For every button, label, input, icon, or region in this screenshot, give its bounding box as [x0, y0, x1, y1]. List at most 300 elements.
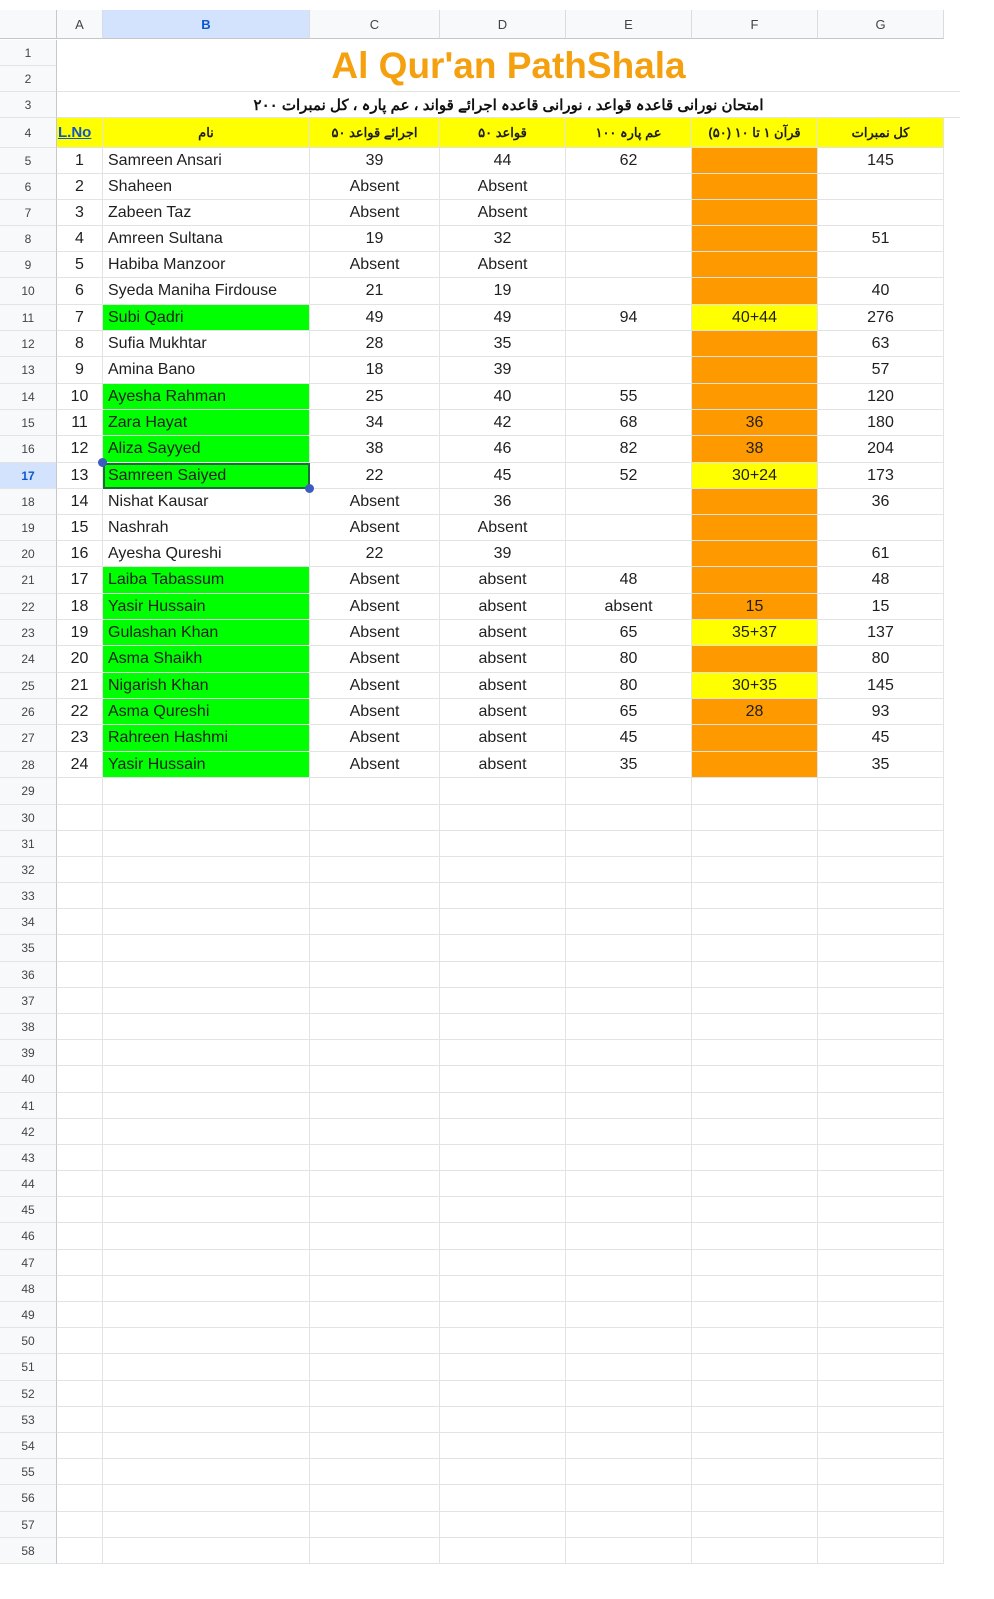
- cell-g29[interactable]: [818, 778, 944, 805]
- cell-b40[interactable]: [103, 1066, 310, 1093]
- row-header-26[interactable]: 26: [0, 699, 57, 725]
- cell-g19[interactable]: [818, 515, 944, 541]
- cell-b38[interactable]: [103, 1014, 310, 1040]
- row-header-1[interactable]: 1: [0, 40, 57, 66]
- cell-f29[interactable]: [692, 778, 818, 805]
- cell-d55[interactable]: [440, 1459, 566, 1485]
- cell-g31[interactable]: [818, 831, 944, 857]
- cell-b55[interactable]: [103, 1459, 310, 1485]
- cell-b49[interactable]: [103, 1302, 310, 1328]
- cell-b39[interactable]: [103, 1040, 310, 1066]
- cell-g28[interactable]: 35: [818, 752, 944, 778]
- cell-e6[interactable]: [566, 174, 692, 200]
- cell-a21[interactable]: 17: [57, 567, 103, 594]
- cell-c8[interactable]: 19: [310, 226, 440, 252]
- row-header-10[interactable]: 10: [0, 278, 57, 305]
- cell-f40[interactable]: [692, 1066, 818, 1093]
- cell-a52[interactable]: [57, 1381, 103, 1407]
- cell-e53[interactable]: [566, 1407, 692, 1433]
- cell-d39[interactable]: [440, 1040, 566, 1066]
- cell-f18[interactable]: [692, 489, 818, 515]
- cell-a46[interactable]: [57, 1223, 103, 1250]
- cell-b36[interactable]: [103, 962, 310, 988]
- cell-b32[interactable]: [103, 857, 310, 883]
- cell-d33[interactable]: [440, 883, 566, 909]
- row-header-48[interactable]: 48: [0, 1276, 57, 1302]
- cell-e36[interactable]: [566, 962, 692, 988]
- row-header-38[interactable]: 38: [0, 1014, 57, 1040]
- row-header-52[interactable]: 52: [0, 1381, 57, 1407]
- cell-a11[interactable]: 7: [57, 305, 103, 331]
- row-header-30[interactable]: 30: [0, 805, 57, 831]
- cell-c6[interactable]: Absent: [310, 174, 440, 200]
- cell-a48[interactable]: [57, 1276, 103, 1302]
- cell-b41[interactable]: [103, 1093, 310, 1119]
- row-header-2[interactable]: 2: [0, 66, 57, 92]
- cell-a50[interactable]: [57, 1328, 103, 1354]
- cell-b31[interactable]: [103, 831, 310, 857]
- cell-f52[interactable]: [692, 1381, 818, 1407]
- cell-c58[interactable]: [310, 1538, 440, 1564]
- cell-b22[interactable]: Yasir Hussain: [103, 594, 310, 620]
- cell-d44[interactable]: [440, 1171, 566, 1197]
- cell-f37[interactable]: [692, 988, 818, 1014]
- cell-b13[interactable]: Amina Bano: [103, 357, 310, 384]
- cell-d21[interactable]: absent: [440, 567, 566, 594]
- cell-f11[interactable]: 40+44: [692, 305, 818, 331]
- cell-f27[interactable]: [692, 725, 818, 752]
- cell-d6[interactable]: Absent: [440, 174, 566, 200]
- column-header-b[interactable]: B: [103, 10, 310, 39]
- cell-c25[interactable]: Absent: [310, 673, 440, 699]
- cell-a37[interactable]: [57, 988, 103, 1014]
- cell-d28[interactable]: absent: [440, 752, 566, 778]
- cell-b37[interactable]: [103, 988, 310, 1014]
- cell-d24[interactable]: absent: [440, 646, 566, 673]
- cell-a5[interactable]: 1: [57, 148, 103, 174]
- cell-a23[interactable]: 19: [57, 620, 103, 646]
- cell-e19[interactable]: [566, 515, 692, 541]
- cell-a18[interactable]: 14: [57, 489, 103, 515]
- cell-e39[interactable]: [566, 1040, 692, 1066]
- cell-c30[interactable]: [310, 805, 440, 831]
- cell-g20[interactable]: 61: [818, 541, 944, 567]
- cell-d9[interactable]: Absent: [440, 252, 566, 278]
- cell-f51[interactable]: [692, 1354, 818, 1381]
- row-header-47[interactable]: 47: [0, 1250, 57, 1276]
- cell-c53[interactable]: [310, 1407, 440, 1433]
- row-header-41[interactable]: 41: [0, 1093, 57, 1119]
- cell-g6[interactable]: [818, 174, 944, 200]
- sheet-subtitle[interactable]: امتحان نورانی قاعدہ قواعد ، نورانی قاعدہ اجرائے قواند ، عم پارہ ، کل نمبرات ۲۰۰: [57, 92, 960, 118]
- row-header-51[interactable]: 51: [0, 1354, 57, 1381]
- cell-e56[interactable]: [566, 1485, 692, 1512]
- cell-e43[interactable]: [566, 1145, 692, 1171]
- cell-a55[interactable]: [57, 1459, 103, 1485]
- cell-b16[interactable]: Aliza Sayyed: [103, 436, 310, 463]
- cell-d19[interactable]: Absent: [440, 515, 566, 541]
- cell-d47[interactable]: [440, 1250, 566, 1276]
- cell-c39[interactable]: [310, 1040, 440, 1066]
- cell-e48[interactable]: [566, 1276, 692, 1302]
- cell-d36[interactable]: [440, 962, 566, 988]
- cell-b8[interactable]: Amreen Sultana: [103, 226, 310, 252]
- row-header-9[interactable]: 9: [0, 252, 57, 278]
- cell-f22[interactable]: 15: [692, 594, 818, 620]
- cell-d23[interactable]: absent: [440, 620, 566, 646]
- cell-c35[interactable]: [310, 935, 440, 962]
- cell-c29[interactable]: [310, 778, 440, 805]
- cell-e44[interactable]: [566, 1171, 692, 1197]
- cell-c57[interactable]: [310, 1512, 440, 1538]
- cell-d58[interactable]: [440, 1538, 566, 1564]
- cell-d5[interactable]: 44: [440, 148, 566, 174]
- cell-c36[interactable]: [310, 962, 440, 988]
- cell-f14[interactable]: [692, 384, 818, 410]
- cell-c38[interactable]: [310, 1014, 440, 1040]
- row-header-35[interactable]: 35: [0, 935, 57, 962]
- cell-d11[interactable]: 49: [440, 305, 566, 331]
- cell-d8[interactable]: 32: [440, 226, 566, 252]
- cell-a14[interactable]: 10: [57, 384, 103, 410]
- cell-d32[interactable]: [440, 857, 566, 883]
- cell-f50[interactable]: [692, 1328, 818, 1354]
- cell-d45[interactable]: [440, 1197, 566, 1223]
- cell-d37[interactable]: [440, 988, 566, 1014]
- column-header-d[interactable]: D: [440, 10, 566, 39]
- cell-b21[interactable]: Laiba Tabassum: [103, 567, 310, 594]
- cell-e13[interactable]: [566, 357, 692, 384]
- cell-f43[interactable]: [692, 1145, 818, 1171]
- cell-b48[interactable]: [103, 1276, 310, 1302]
- cell-e27[interactable]: 45: [566, 725, 692, 752]
- cell-f42[interactable]: [692, 1119, 818, 1145]
- cell-f31[interactable]: [692, 831, 818, 857]
- cell-b14[interactable]: Ayesha Rahman: [103, 384, 310, 410]
- row-header-57[interactable]: 57: [0, 1512, 57, 1538]
- cell-f47[interactable]: [692, 1250, 818, 1276]
- cell-f26[interactable]: 28: [692, 699, 818, 725]
- row-header-18[interactable]: 18: [0, 489, 57, 515]
- cell-g12[interactable]: 63: [818, 331, 944, 357]
- cell-d46[interactable]: [440, 1223, 566, 1250]
- cell-e54[interactable]: [566, 1433, 692, 1459]
- column-header-f[interactable]: F: [692, 10, 818, 39]
- cell-d54[interactable]: [440, 1433, 566, 1459]
- cell-b7[interactable]: Zabeen Taz: [103, 200, 310, 226]
- cell-c46[interactable]: [310, 1223, 440, 1250]
- cell-a29[interactable]: [57, 778, 103, 805]
- cell-c31[interactable]: [310, 831, 440, 857]
- cell-e7[interactable]: [566, 200, 692, 226]
- cell-e52[interactable]: [566, 1381, 692, 1407]
- cell-c56[interactable]: [310, 1485, 440, 1512]
- cell-g40[interactable]: [818, 1066, 944, 1093]
- sheet-title[interactable]: Al Qur'an PathShala: [57, 40, 960, 92]
- row-header-15[interactable]: 15: [0, 410, 57, 436]
- cell-a54[interactable]: [57, 1433, 103, 1459]
- cell-g22[interactable]: 15: [818, 594, 944, 620]
- cell-d38[interactable]: [440, 1014, 566, 1040]
- row-header-46[interactable]: 46: [0, 1223, 57, 1250]
- cell-b27[interactable]: Rahreen Hashmi: [103, 725, 310, 752]
- cell-b17[interactable]: Samreen Saiyed: [103, 463, 310, 489]
- cell-c14[interactable]: 25: [310, 384, 440, 410]
- cell-a30[interactable]: [57, 805, 103, 831]
- cell-g18[interactable]: 36: [818, 489, 944, 515]
- cell-g44[interactable]: [818, 1171, 944, 1197]
- cell-g24[interactable]: 80: [818, 646, 944, 673]
- cell-g30[interactable]: [818, 805, 944, 831]
- row-header-23[interactable]: 23: [0, 620, 57, 646]
- cell-c47[interactable]: [310, 1250, 440, 1276]
- cell-b46[interactable]: [103, 1223, 310, 1250]
- cell-f38[interactable]: [692, 1014, 818, 1040]
- cell-a9[interactable]: 5: [57, 252, 103, 278]
- cell-e16[interactable]: 82: [566, 436, 692, 463]
- cell-b56[interactable]: [103, 1485, 310, 1512]
- cell-e50[interactable]: [566, 1328, 692, 1354]
- cell-c9[interactable]: Absent: [310, 252, 440, 278]
- cell-f48[interactable]: [692, 1276, 818, 1302]
- cell-c28[interactable]: Absent: [310, 752, 440, 778]
- cell-d17[interactable]: 45: [440, 463, 566, 489]
- cell-a20[interactable]: 16: [57, 541, 103, 567]
- cell-d49[interactable]: [440, 1302, 566, 1328]
- cell-g58[interactable]: [818, 1538, 944, 1564]
- cell-d14[interactable]: 40: [440, 384, 566, 410]
- row-header-8[interactable]: 8: [0, 226, 57, 252]
- cell-d31[interactable]: [440, 831, 566, 857]
- cell-a47[interactable]: [57, 1250, 103, 1276]
- cell-a39[interactable]: [57, 1040, 103, 1066]
- cell-a41[interactable]: [57, 1093, 103, 1119]
- row-header-50[interactable]: 50: [0, 1328, 57, 1354]
- row-header-4[interactable]: 4: [0, 118, 57, 148]
- row-header-28[interactable]: 28: [0, 752, 57, 778]
- cell-f19[interactable]: [692, 515, 818, 541]
- cell-g32[interactable]: [818, 857, 944, 883]
- cell-e17[interactable]: 52: [566, 463, 692, 489]
- cell-f24[interactable]: [692, 646, 818, 673]
- cell-d26[interactable]: absent: [440, 699, 566, 725]
- cell-f20[interactable]: [692, 541, 818, 567]
- cell-d34[interactable]: [440, 909, 566, 935]
- cell-c34[interactable]: [310, 909, 440, 935]
- cell-g43[interactable]: [818, 1145, 944, 1171]
- header-cell-quran[interactable]: [692, 118, 818, 148]
- cell-c20[interactable]: 22: [310, 541, 440, 567]
- cell-b43[interactable]: [103, 1145, 310, 1171]
- cell-f34[interactable]: [692, 909, 818, 935]
- cell-a15[interactable]: 11: [57, 410, 103, 436]
- cell-b28[interactable]: Yasir Hussain: [103, 752, 310, 778]
- cell-a44[interactable]: [57, 1171, 103, 1197]
- row-header-11[interactable]: 11: [0, 305, 57, 331]
- cell-b34[interactable]: [103, 909, 310, 935]
- cell-b23[interactable]: Gulashan Khan: [103, 620, 310, 646]
- header-cell-lno[interactable]: [57, 118, 103, 148]
- cell-g54[interactable]: [818, 1433, 944, 1459]
- cell-a56[interactable]: [57, 1485, 103, 1512]
- row-header-58[interactable]: 58: [0, 1538, 57, 1564]
- row-header-22[interactable]: 22: [0, 594, 57, 620]
- cell-e14[interactable]: 55: [566, 384, 692, 410]
- column-header-c[interactable]: C: [310, 10, 440, 39]
- row-header-42[interactable]: 42: [0, 1119, 57, 1145]
- cell-b6[interactable]: Shaheen: [103, 174, 310, 200]
- cell-f23[interactable]: 35+37: [692, 620, 818, 646]
- cell-c45[interactable]: [310, 1197, 440, 1223]
- cell-a7[interactable]: 3: [57, 200, 103, 226]
- cell-g26[interactable]: 93: [818, 699, 944, 725]
- cell-a49[interactable]: [57, 1302, 103, 1328]
- cell-d20[interactable]: 39: [440, 541, 566, 567]
- cell-g8[interactable]: 51: [818, 226, 944, 252]
- cell-b15[interactable]: Zara Hayat: [103, 410, 310, 436]
- cell-a16[interactable]: 12: [57, 436, 103, 463]
- cell-e55[interactable]: [566, 1459, 692, 1485]
- cell-f7[interactable]: [692, 200, 818, 226]
- header-cell-name[interactable]: [103, 118, 310, 148]
- row-header-33[interactable]: 33: [0, 883, 57, 909]
- cell-d48[interactable]: [440, 1276, 566, 1302]
- cell-d13[interactable]: 39: [440, 357, 566, 384]
- cell-b42[interactable]: [103, 1119, 310, 1145]
- cell-b10[interactable]: Syeda Maniha Firdouse: [103, 278, 310, 305]
- cell-a43[interactable]: [57, 1145, 103, 1171]
- cell-g52[interactable]: [818, 1381, 944, 1407]
- cell-g39[interactable]: [818, 1040, 944, 1066]
- cell-g23[interactable]: 137: [818, 620, 944, 646]
- cell-f25[interactable]: 30+35: [692, 673, 818, 699]
- cell-c40[interactable]: [310, 1066, 440, 1093]
- row-header-3[interactable]: 3: [0, 92, 57, 118]
- cell-c17[interactable]: 22: [310, 463, 440, 489]
- cell-a6[interactable]: 2: [57, 174, 103, 200]
- cell-c51[interactable]: [310, 1354, 440, 1381]
- cell-e37[interactable]: [566, 988, 692, 1014]
- cell-g49[interactable]: [818, 1302, 944, 1328]
- cell-g55[interactable]: [818, 1459, 944, 1485]
- cell-e28[interactable]: 35: [566, 752, 692, 778]
- row-header-14[interactable]: 14: [0, 384, 57, 410]
- row-header-34[interactable]: 34: [0, 909, 57, 935]
- cell-c23[interactable]: Absent: [310, 620, 440, 646]
- cell-b58[interactable]: [103, 1538, 310, 1564]
- row-header-53[interactable]: 53: [0, 1407, 57, 1433]
- cell-b35[interactable]: [103, 935, 310, 962]
- cell-e32[interactable]: [566, 857, 692, 883]
- cell-d25[interactable]: absent: [440, 673, 566, 699]
- cell-c10[interactable]: 21: [310, 278, 440, 305]
- cell-e20[interactable]: [566, 541, 692, 567]
- cell-e23[interactable]: 65: [566, 620, 692, 646]
- cell-f9[interactable]: [692, 252, 818, 278]
- cell-f8[interactable]: [692, 226, 818, 252]
- cell-c12[interactable]: 28: [310, 331, 440, 357]
- cell-d18[interactable]: 36: [440, 489, 566, 515]
- cell-e30[interactable]: [566, 805, 692, 831]
- cell-c5[interactable]: 39: [310, 148, 440, 174]
- cell-f41[interactable]: [692, 1093, 818, 1119]
- cell-a32[interactable]: [57, 857, 103, 883]
- row-header-27[interactable]: 27: [0, 725, 57, 752]
- cell-e5[interactable]: 62: [566, 148, 692, 174]
- cell-b9[interactable]: Habiba Manzoor: [103, 252, 310, 278]
- cell-c33[interactable]: [310, 883, 440, 909]
- header-cell-ijrae[interactable]: [310, 118, 440, 148]
- row-header-55[interactable]: 55: [0, 1459, 57, 1485]
- cell-c22[interactable]: Absent: [310, 594, 440, 620]
- cell-d41[interactable]: [440, 1093, 566, 1119]
- cell-c26[interactable]: Absent: [310, 699, 440, 725]
- cell-g48[interactable]: [818, 1276, 944, 1302]
- row-header-6[interactable]: 6: [0, 174, 57, 200]
- cell-e58[interactable]: [566, 1538, 692, 1564]
- cell-b51[interactable]: [103, 1354, 310, 1381]
- cell-c54[interactable]: [310, 1433, 440, 1459]
- cell-d10[interactable]: 19: [440, 278, 566, 305]
- cell-e46[interactable]: [566, 1223, 692, 1250]
- cell-c15[interactable]: 34: [310, 410, 440, 436]
- cell-b30[interactable]: [103, 805, 310, 831]
- row-header-13[interactable]: 13: [0, 357, 57, 384]
- cell-a45[interactable]: [57, 1197, 103, 1223]
- cell-e18[interactable]: [566, 489, 692, 515]
- cell-e38[interactable]: [566, 1014, 692, 1040]
- cell-b20[interactable]: Ayesha Qureshi: [103, 541, 310, 567]
- cell-a27[interactable]: 23: [57, 725, 103, 752]
- cell-g11[interactable]: 276: [818, 305, 944, 331]
- cell-f16[interactable]: 38: [692, 436, 818, 463]
- cell-a42[interactable]: [57, 1119, 103, 1145]
- header-cell-qawaid[interactable]: [440, 118, 566, 148]
- row-header-19[interactable]: 19: [0, 515, 57, 541]
- cell-e35[interactable]: [566, 935, 692, 962]
- cell-f30[interactable]: [692, 805, 818, 831]
- cell-a17[interactable]: 13: [57, 463, 103, 489]
- cell-c24[interactable]: Absent: [310, 646, 440, 673]
- cell-c27[interactable]: Absent: [310, 725, 440, 752]
- cell-e25[interactable]: 80: [566, 673, 692, 699]
- cell-d15[interactable]: 42: [440, 410, 566, 436]
- cell-g17[interactable]: 173: [818, 463, 944, 489]
- cell-a28[interactable]: 24: [57, 752, 103, 778]
- cell-g50[interactable]: [818, 1328, 944, 1354]
- cell-d42[interactable]: [440, 1119, 566, 1145]
- cell-f21[interactable]: [692, 567, 818, 594]
- cell-b18[interactable]: Nishat Kausar: [103, 489, 310, 515]
- cell-f39[interactable]: [692, 1040, 818, 1066]
- cell-b33[interactable]: [103, 883, 310, 909]
- cell-f32[interactable]: [692, 857, 818, 883]
- cell-e51[interactable]: [566, 1354, 692, 1381]
- cell-f12[interactable]: [692, 331, 818, 357]
- cell-d52[interactable]: [440, 1381, 566, 1407]
- cell-g36[interactable]: [818, 962, 944, 988]
- cell-c7[interactable]: Absent: [310, 200, 440, 226]
- cell-e40[interactable]: [566, 1066, 692, 1093]
- cell-b47[interactable]: [103, 1250, 310, 1276]
- cell-e57[interactable]: [566, 1512, 692, 1538]
- cell-b45[interactable]: [103, 1197, 310, 1223]
- cell-g7[interactable]: [818, 200, 944, 226]
- cell-e49[interactable]: [566, 1302, 692, 1328]
- cell-c32[interactable]: [310, 857, 440, 883]
- cell-g51[interactable]: [818, 1354, 944, 1381]
- cell-f45[interactable]: [692, 1197, 818, 1223]
